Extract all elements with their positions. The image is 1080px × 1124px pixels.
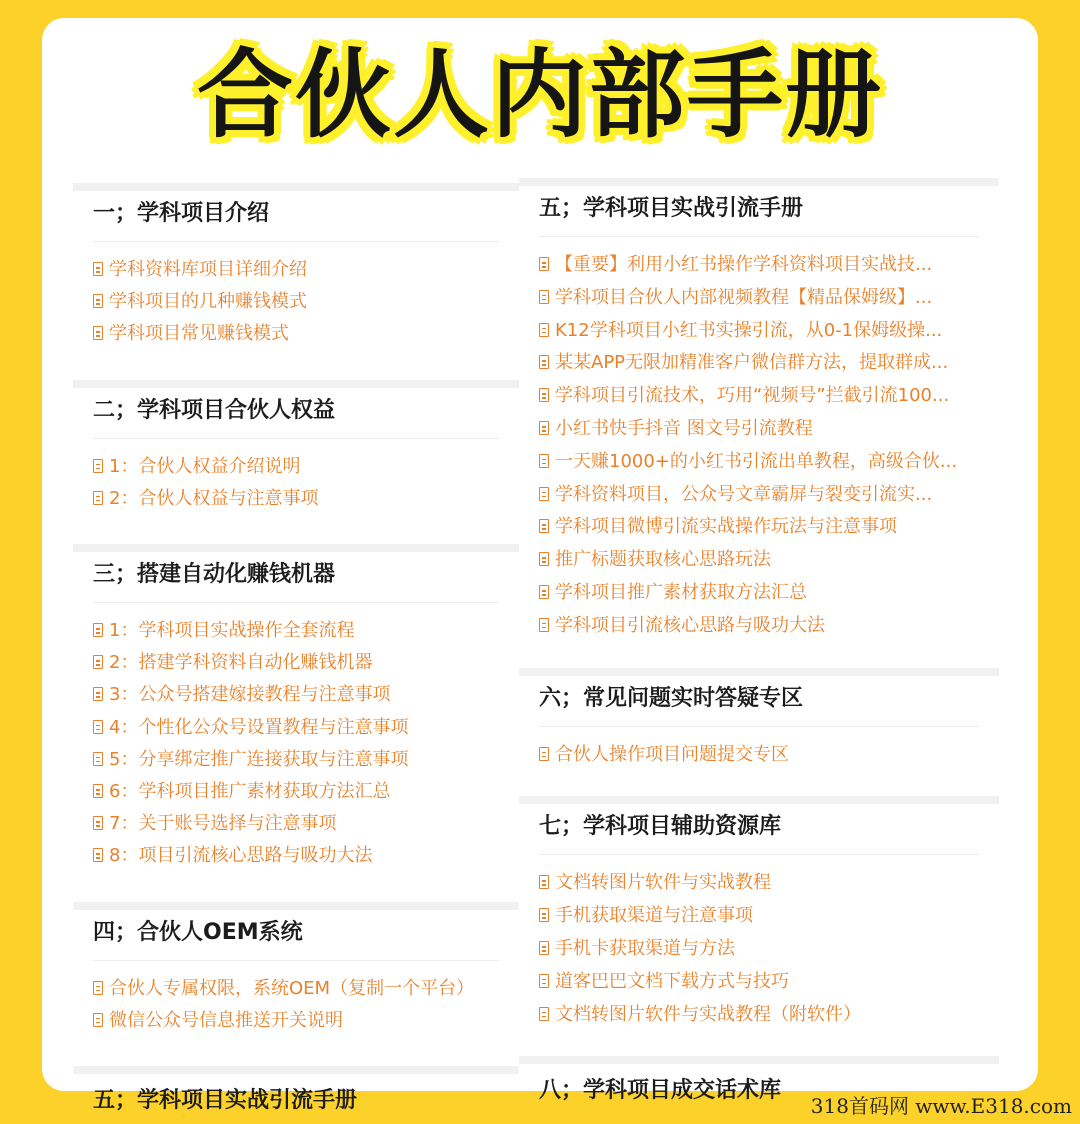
document-link[interactable] (93, 745, 499, 775)
document-icon (93, 816, 103, 830)
document-icon (93, 655, 103, 669)
section-divider (519, 178, 999, 186)
section-divider (519, 1056, 999, 1064)
document-icon (539, 974, 549, 988)
document-icon (539, 388, 549, 402)
document-link[interactable] (93, 713, 499, 743)
document-link[interactable] (539, 901, 979, 931)
document-link[interactable] (539, 545, 979, 575)
page-title: 合伙人内部手册 (197, 39, 883, 151)
document-link[interactable] (539, 447, 979, 477)
document-link-label: 学科项目引流技术，巧用“视频号”拦截引流100... (555, 385, 950, 407)
document-link[interactable] (93, 680, 499, 710)
document-link[interactable] (539, 480, 979, 510)
document-link[interactable] (539, 512, 979, 542)
document-link-label: 道客巴巴文档下载方式与技巧 (555, 970, 789, 992)
document-icon (539, 421, 549, 435)
document-link[interactable] (539, 740, 979, 770)
document-icon (539, 552, 549, 566)
document-link[interactable] (93, 452, 499, 482)
document-icon (539, 875, 549, 889)
document-icon (93, 262, 103, 276)
document-icon (93, 326, 103, 340)
document-link-label: 学科项目常见赚钱模式 (109, 323, 289, 345)
document-link-label: 7：关于账号选择与注意事项 (109, 813, 337, 835)
document-link[interactable] (539, 381, 979, 411)
section-divider (519, 796, 999, 804)
document-link[interactable] (539, 868, 979, 898)
document-icon (539, 355, 549, 369)
document-link[interactable] (539, 967, 979, 997)
document-icon (539, 487, 549, 501)
document-link[interactable] (93, 777, 499, 807)
section-divider (73, 1066, 519, 1074)
section-heading: 八；学科项目成交话术库 (539, 1078, 782, 1104)
document-icon (539, 257, 549, 271)
section-heading: 五；学科项目实战引流手册 (93, 1088, 358, 1113)
document-link-label: 学科项目的几种赚钱模式 (109, 291, 307, 313)
section-divider (519, 668, 999, 676)
document-link[interactable] (539, 283, 979, 313)
document-link-label: 手机获取渠道与注意事项 (555, 905, 753, 927)
document-link[interactable] (93, 974, 499, 1004)
document-link-label: 1：合伙人权益介绍说明 (109, 455, 301, 477)
section-heading: 五；学科项目实战引流手册 (539, 186, 979, 237)
section-divider (73, 183, 519, 191)
document-link[interactable] (539, 250, 979, 280)
section-heading: 二；学科项目合伙人权益 (93, 388, 499, 439)
document-link-label: 【重要】利用小红书操作学科资料项目实战技... (555, 254, 933, 275)
document-link-label: 3：公众号搭建嫁接教程与注意事项 (109, 684, 391, 706)
document-link[interactable] (539, 414, 979, 444)
document-link-label: 某某APP无限加精准客户微信群方法，提取群成... (555, 352, 949, 374)
document-icon (539, 290, 549, 304)
document-icon (93, 784, 103, 798)
document-link-label: 1：学科项目实战操作全套流程 (109, 620, 355, 641)
document-link[interactable] (93, 648, 499, 678)
document-link-label: 学科项目引流核心思路与吸功大法 (555, 614, 825, 636)
document-link[interactable] (93, 616, 499, 646)
section-heading: 一；学科项目介绍 (93, 191, 499, 242)
document-icon (539, 747, 549, 761)
document-icon (93, 720, 103, 734)
document-link[interactable] (539, 578, 979, 608)
section-heading: 四；合伙人OEM系统 (93, 910, 499, 961)
document-link[interactable] (539, 934, 979, 964)
document-icon (93, 1013, 103, 1027)
document-icon (539, 908, 549, 922)
document-icon (539, 941, 549, 955)
document-link[interactable] (93, 255, 499, 285)
document-icon (93, 459, 103, 473)
document-icon (539, 323, 549, 337)
document-icon (93, 491, 103, 505)
section-divider (73, 902, 519, 910)
document-link-label: K12学科项目小红书实操引流，从0-1保姆级操... (555, 319, 943, 341)
section-divider (73, 544, 519, 552)
document-link-label: 学科资料库项目详细介绍 (109, 259, 307, 280)
document-link-label: 4：个性化公众号设置教程与注意事项 (109, 716, 409, 738)
document-link[interactable] (539, 611, 979, 641)
document-icon (93, 623, 103, 637)
document-link[interactable] (93, 809, 499, 839)
document-link-label: 8：项目引流核心思路与吸功大法 (109, 845, 373, 867)
section-heading: 六；常见问题实时答疑专区 (539, 676, 979, 727)
document-link[interactable] (539, 348, 979, 378)
document-link-label: 学科资料项目，公众号文章霸屏与裂变引流实... (555, 483, 933, 505)
document-icon (93, 981, 103, 995)
document-icon (93, 294, 103, 308)
document-link[interactable] (93, 841, 499, 871)
document-icon (539, 454, 549, 468)
document-link-label: 5：分享绑定推广连接获取与注意事项 (109, 748, 409, 770)
document-link-label: 合伙人专属权限，系统OEM（复制一个平台） (109, 977, 475, 999)
document-link-label: 微信公众号信息推送开关说明 (109, 1009, 343, 1031)
document-link-label: 2：合伙人权益与注意事项 (109, 487, 319, 509)
document-icon (93, 752, 103, 766)
section-heading: 三；搭建自动化赚钱机器 (93, 552, 499, 603)
document-icon (93, 687, 103, 701)
document-link[interactable] (539, 316, 979, 346)
document-link-label: 小红书快手抖音 图文号引流教程 (555, 418, 813, 439)
document-link[interactable] (93, 319, 499, 349)
document-icon (539, 519, 549, 533)
document-link-label: 推广标题获取核心思路玩法 (555, 549, 771, 571)
document-link[interactable] (539, 1000, 979, 1030)
document-icon (539, 1007, 549, 1021)
document-link-label: 手机卡获取渠道与方法 (555, 938, 735, 959)
document-link-label: 学科项目合伙人内部视频教程【精品保姆级】... (555, 286, 933, 308)
document-link-label: 一天赚1000+的小红书引流出单教程，高级合伙... (555, 450, 958, 472)
document-link-label: 合伙人操作项目问题提交专区 (555, 743, 789, 765)
document-link-label: 学科项目推广素材获取方法汇总 (555, 582, 807, 603)
document-link[interactable] (93, 1006, 499, 1036)
document-icon (539, 585, 549, 599)
document-link[interactable] (93, 484, 499, 514)
document-icon (539, 618, 549, 632)
document-link-label: 6：学科项目推广素材获取方法汇总 (109, 781, 391, 802)
document-icon (93, 848, 103, 862)
document-link[interactable] (93, 287, 499, 317)
watermark: 318首码网 www.E318.com (810, 1094, 1072, 1118)
section-heading: 七；学科项目辅助资源库 (539, 804, 979, 855)
document-link-label: 学科项目微博引流实战操作玩法与注意事项 (555, 516, 897, 538)
document-link-label: 文档转图片软件与实战教程（附软件） (555, 1003, 861, 1025)
document-link-label: 2：搭建学科资料自动化赚钱机器 (109, 652, 373, 674)
document-link-label: 文档转图片软件与实战教程 (555, 872, 771, 894)
section-divider (73, 380, 519, 388)
